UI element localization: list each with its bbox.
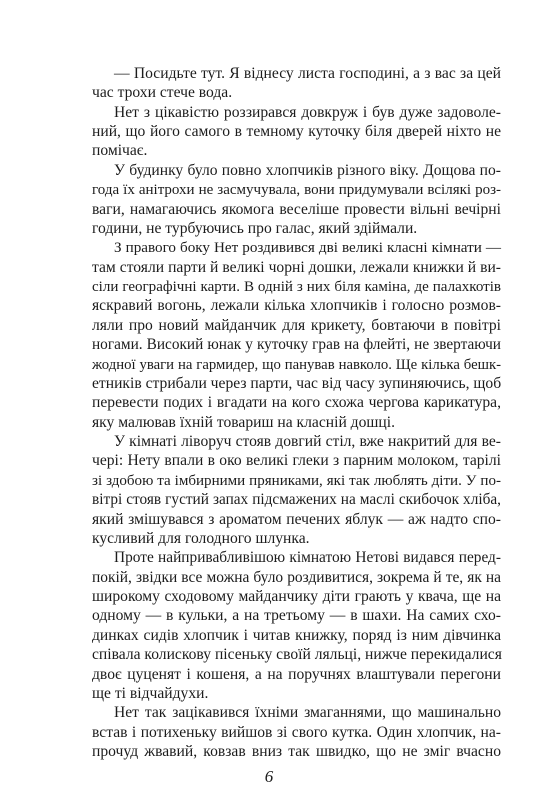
text-line: співала колискову пісеньку своїй ляльці, нижче перекидалися <box>92 646 502 663</box>
text-line: кусливий для голодного шлунка. <box>92 530 310 547</box>
text-line: динках сидів хлопчик і читав книжку, поряд із ним дівчинка <box>92 627 501 644</box>
text-line: ваги, намагаючись якомога веселіше провести вільні вечірні <box>92 201 501 218</box>
text-line: З правого боку Нет роздивився дві великі класні кімнати — <box>114 240 501 256</box>
text-line: помічає. <box>92 142 148 159</box>
text-line: зі здобою та імбирними пряниками, які так люблять діти. У по- <box>92 473 501 489</box>
text-line: етників стрибали через парти, час від часу зупиняючись, щоб <box>92 375 502 392</box>
text-line: сіли географічні карти. В одній з них біля каміна, де палахкотів <box>92 279 501 295</box>
text-line: Проте найпривабливішою кімнатою Нетові видався перед- <box>114 549 501 566</box>
text-line: одному — в кульки, а на третьому — в шахи. На самих схо- <box>92 607 501 624</box>
text-line: яскравий вогонь, лежали кілька хлопчиків і голосно розмов- <box>92 297 501 314</box>
text-line: двоє цуценят і кошеня, а на поручнях влаштували перегони <box>92 666 501 683</box>
text-line: чері: Нету впали в око великі глеки з парним молоком, тарілі <box>92 452 501 469</box>
text-line: встав і потихеньку вийшов зі свого кутка. Один хлопчик, на- <box>92 724 501 741</box>
text-line: Нет так зацікавився їхніми змаганнями, що машинально <box>114 704 501 721</box>
text-line: прочуд жвавий, ковзав вниз так швидко, що не зміг вчасно <box>92 743 501 760</box>
text-line: широкому сходовому майданчику діти грають у квача, ще на <box>92 588 501 605</box>
text-line: жодної уваги на гармидер, що панував навколо. Ще кілька бешк- <box>92 357 501 373</box>
text-line: — Посидьте тут. Я віднесу листа господині, а з вас за цей <box>114 65 501 82</box>
text-line: Нет з цікавістю роззирався довкруж і був дуже задоволе- <box>114 104 501 121</box>
text-line: там стояли парти й великі чорні дошки, лежали книжки й ви- <box>92 259 501 276</box>
text-line: яку малював їхній товариш на класній дошці. <box>92 414 395 431</box>
text-line: ний, що його самого в темному куточку біля дверей ніхто не <box>92 123 501 140</box>
text-line: час трохи стече вода. <box>92 84 233 101</box>
text-line: який змішувався з ароматом печених яблук — аж надто спо- <box>92 511 501 528</box>
text-line: вітрі стояв густий запах підсмажених на маслі скибочок хліба, <box>92 491 501 508</box>
text-line: ногами. Високий юнак у куточку грав на флейті, не звертаючи <box>92 336 501 353</box>
text-line: ляли про новий майданчик для крикету, бовтаючи в повітрі <box>92 317 501 334</box>
text-line: години, не турбуючись про галас, який здіймали. <box>92 220 418 237</box>
text-line: покій, звідки все можна було роздивитися, зокрема й те, як на <box>92 569 501 586</box>
page-number: 6 <box>264 767 274 786</box>
text-line: У будинку було повно хлопчиків різного віку. Дощова по- <box>114 162 501 179</box>
text-line: У кімнаті ліворуч стояв довгий стіл, вже накритий для ве- <box>114 433 501 450</box>
text-line: ще ті відчайдухи. <box>92 685 209 702</box>
text-line: года їх анітрохи не засмучувала, вони придумували всілякі роз- <box>92 182 501 198</box>
text-line: перевести подих і вгадати на кого схожа чергова карикатура, <box>92 394 501 411</box>
